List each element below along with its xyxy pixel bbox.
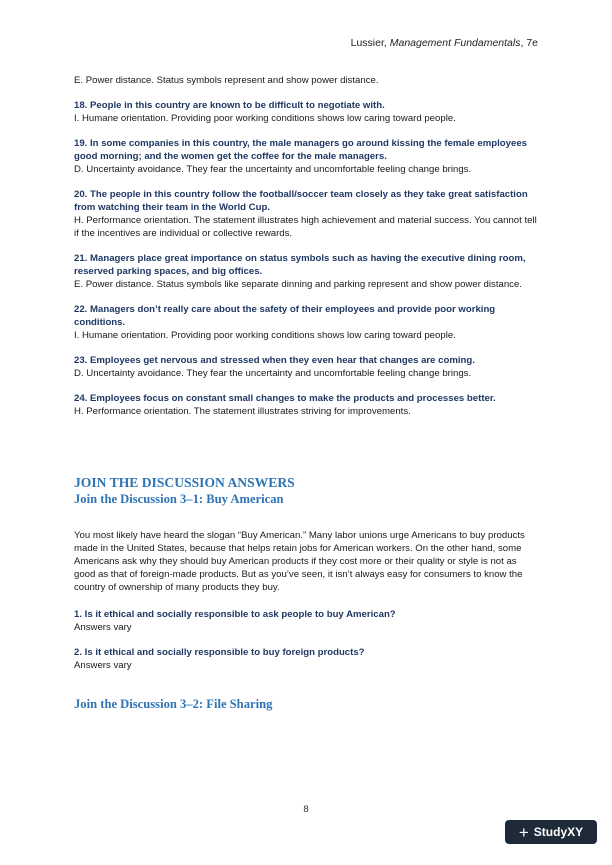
question-text: 18. People in this country are known to be difficult to negotiate with. — [74, 100, 385, 111]
answer-text: H. Performance orientation. The statement illustrates striving for improvements. — [74, 406, 411, 417]
answer-text: D. Uncertainty avoidance. They fear the uncertainty and uncomfortable feeling change brings. — [74, 368, 472, 379]
qa-block-20 — [74, 188, 540, 240]
qa-block-19 — [74, 137, 540, 176]
page-number: 8 — [303, 804, 309, 815]
plus-icon: + — [518, 822, 529, 842]
question-text: 19. In some companies in this country, the male managers go around kissing the female employees good morning; and the women get the coffee for the male managers. — [74, 138, 527, 162]
question-text: 1. Is it ethical and socially responsible to ask people to buy American? — [74, 609, 396, 620]
qa-block-23 — [74, 354, 540, 380]
answer-text: I. Humane orientation. Providing poor working conditions shows low caring toward people. — [74, 113, 456, 124]
page-content — [74, 74, 540, 712]
qa-block-18 — [74, 99, 540, 125]
header-book-title: Management Fundamentals — [389, 37, 521, 49]
header-edition: , 7e — [520, 37, 538, 49]
answer-text: I. Humane orientation. Providing poor working conditions shows low caring toward people. — [74, 330, 456, 341]
answer-text: Answers vary — [74, 660, 132, 671]
discussion-heading: JOIN THE DISCUSSION ANSWERS — [74, 475, 295, 490]
question-text: 22. Managers don’t really care about the safety of their employees and provide poor working conditions. — [74, 304, 496, 328]
discussion-question-1 — [74, 608, 540, 634]
question-text: 21. Managers place great importance on status symbols such as having the executive dining room, reserved parking spaces, and big offices. — [74, 253, 526, 277]
answer-text: E. Power distance. Status symbols like separate dinning and parking represent and show power distance. — [74, 279, 522, 290]
answer-text: H. Performance orientation. The statement illustrates high achievement and material success. You cannot tell if the incentives are individual or collective rewards. — [74, 215, 537, 239]
brand-name: StudyXY — [533, 825, 584, 839]
answer-text: E. Power distance. Status symbols represent and show power distance. — [74, 75, 379, 86]
discussion-question-2 — [74, 646, 540, 672]
running-header — [351, 37, 538, 49]
header-author: Lussier, — [350, 37, 390, 49]
question-text: 20. The people in this country follow the football/soccer team closely as they take great satisfaction from watching their team in the World Cup. — [74, 189, 528, 213]
discussion-3-1-title: Join the Discussion 3–1: Buy American — [74, 492, 284, 506]
qa-block-24 — [74, 392, 540, 418]
question-text: 2. Is it ethical and socially responsible to buy foreign products? — [74, 647, 365, 658]
question-text: 23. Employees get nervous and stressed when they even hear that changes are coming. — [74, 355, 475, 366]
studyxy-badge[interactable] — [505, 820, 597, 844]
answer-text: Answers vary — [74, 622, 132, 633]
qa-block-21 — [74, 252, 540, 291]
question-text: 24. Employees focus on constant small changes to make the products and processes better. — [74, 393, 496, 404]
discussion-3-1-paragraph: You most likely have heard the slogan “Buy American.” Many labor unions urge Americans to buy products made in the United States, because that helps retain jobs for American workers. On the other hand, some Americans ask why they should buy American products if they cost more or their quality or style is not as good as that of foreign-made products. But as you’ve seen, it isn’t always easy for consumers to know the country of ownership of many products they buy. — [74, 530, 525, 593]
lead-answer-block — [74, 74, 540, 87]
qa-block-22 — [74, 303, 540, 342]
discussion-3-2-title: Join the Discussion 3–2: File Sharing — [74, 697, 273, 711]
answer-text: D. Uncertainty avoidance. They fear the uncertainty and uncomfortable feeling change brings. — [74, 164, 472, 175]
